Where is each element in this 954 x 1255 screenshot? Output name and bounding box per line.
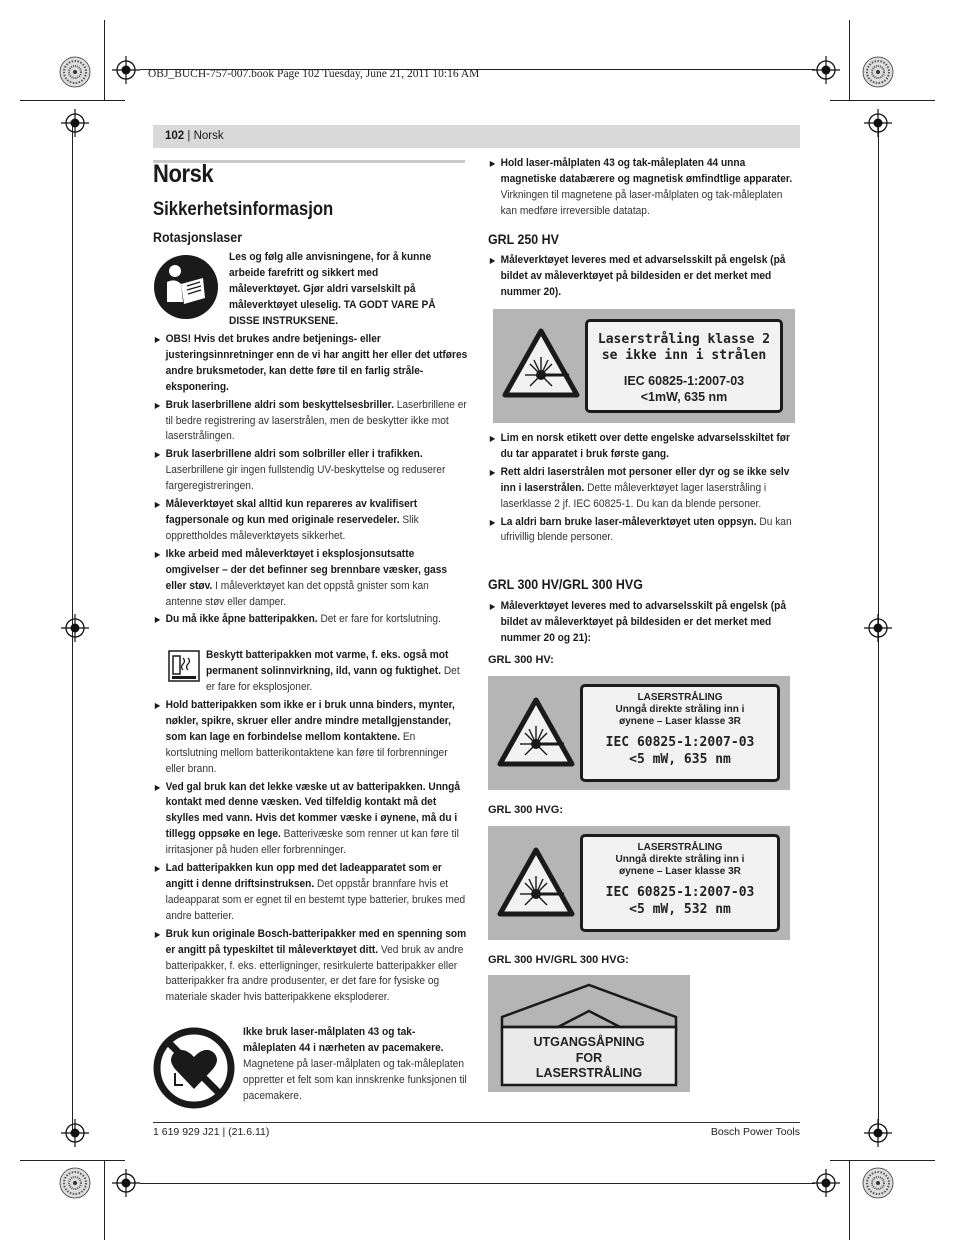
list-item: ▶ Lim en norsk etikett over dette engelske advarselsskiltet før du tar apparatet i bruk første gang. [488, 431, 799, 463]
label-line-5: <5 mW, 532 nm [629, 902, 731, 917]
page-number: 102 [165, 130, 185, 142]
header-separator: | [184, 130, 194, 142]
list-item: ▶ La aldri barn bruke laser-måleverktøyet uten oppsyn. Du kan ufrivillig blende personer. [488, 515, 799, 547]
laser-warning-icon [501, 327, 581, 399]
label-line-1: Laserstråling klasse 2 [597, 332, 771, 347]
list-item: ▶ Måleverktøyet leveres med to advarselsskilt på engelsk (på bildet av måleverktøyet på bildesiden er det merket med nummer 20 og 21): [488, 599, 799, 647]
list-item: ▶ Måleverktøyet leveres med et advarselsskilt på engelsk (på bildet av måleverktøyet på bildesiden er det merket med nummer 20). [488, 253, 799, 301]
page-title: Norsk [153, 160, 214, 188]
battery-heat-icon [168, 650, 200, 682]
list-item: ▶ Måleverktøyet skal alltid kun repareres av kvalifisert fagpersonale og kun med originale reservedeler. Slik opprettholdes måleverktøyets sikkerhet. [153, 497, 468, 545]
label-line-4: IEC 60825-1:2007-03 [605, 735, 755, 750]
list-item: ▶ Ved gal bruk kan det lekke væske ut av batteripakken. Unngå kontakt med denne væsken. Ved tilfeldig kontakt må det skylles med vann. Hvis det kommer væske i øynene, må du i tillegg oppsøke en lege. Batterivæske som renner ut kan føre til irritasjoner på huden eller forbrenninger. [153, 780, 468, 860]
label-text-box [580, 684, 780, 782]
list-item: ▶ Hold laser-målplaten 43 og tak-måleplaten 44 unna magnetiske databærere og magnetisk ømfindtlige apparater. Virkningen til magnetene på laser-målplaten og tak-måleplaten kan medføre irreversible datatap. [488, 156, 799, 220]
magnet-bullet [488, 156, 800, 222]
aperture-label [488, 975, 690, 1092]
caption-grl300hv: GRL 300 HV: [488, 654, 554, 666]
warning-label-grl300hv [488, 676, 790, 790]
right-bullets [488, 431, 800, 548]
page-header [165, 130, 224, 142]
read-notice-text: Les og følg alle anvisningene, for å kunne arbeide farefritt og sikkert med måleverktøyet. Gjør aldri varselskilt på måleverktøyet uleselig. TA GODT VARE PÅ DISSE INSTRUKSENE. [229, 251, 436, 327]
aperture-line-3: LASERSTRÅLING [535, 1066, 643, 1080]
grl250-bullet [488, 253, 800, 303]
footer-doc-number: 1 619 929 J21 | (21.6.11) [153, 1126, 270, 1138]
read-notice [229, 250, 469, 330]
warning-label-grl250 [493, 309, 795, 423]
list-item: ▶ Bruk laserbrillene aldri som beskyttelsesbriller. Laserbrillene er til bedre registrering av laserstrålen, men de beskytter ikke mot laserstrålingen. [153, 398, 468, 446]
label-line-3: IEC 60825-1:2007-03 [623, 374, 745, 388]
warning-label-grl300hvg [488, 826, 790, 940]
left-bullets [153, 332, 469, 630]
list-item: ▶ Bruk laserbrillene aldri som solbriller eller i trafikken. Laserbrillene gir ingen fullstendig UV-beskyttelse og reduserer fargeregistreringen. [153, 447, 468, 495]
label-line-3: øynene – Laser klasse 3R [619, 716, 741, 727]
rotation-laser-heading: Rotasjonslaser [153, 230, 243, 245]
aperture-text [502, 1035, 676, 1082]
footer-brand: Bosch Power Tools [710, 1126, 800, 1138]
file-meta: OBJ_BUCH-757-007.book Page 102 Tuesday, June 21, 2011 10:16 AM [148, 68, 480, 80]
laser-warning-icon [496, 696, 576, 768]
label-line-3: øynene – Laser klasse 3R [619, 866, 741, 877]
caption-grl300-both: GRL 300 HV/GRL 300 HVG: [488, 954, 629, 966]
aperture-line-2: FOR [575, 1050, 603, 1065]
list-item: ▶ Hold batteripakken som ikke er i bruk unna binders, mynter, nøkler, spikre, skruer eller andre mindre metallgjenstander, som kan lage en forbindelse mellom kontaktene. En kortslutning mellom batterikontaktene kan føre til forbrenninger eller brann. [153, 698, 468, 778]
label-line-2: Unngå direkte stråling inn i [615, 704, 745, 715]
label-line-1: LASERSTRÅLING [637, 842, 723, 853]
list-item: ▶ OBS! Hvis det brukes andre betjenings- eller justeringsinnretninger enn de vi har angitt her eller det utføres andre bruksmetoder, kan dette føre til en farlig stråle-eksponering. [153, 332, 468, 396]
list-item: ▶ Du må ikke åpne batteripakken. Det er fare for kortslutning. [153, 612, 468, 628]
label-line-2: se ikke inn i strålen [601, 348, 767, 363]
pacemaker-notice: Ikke bruk laser-målplaten 43 og tak-måleplaten 44 i nærheten av pacemakere. Magnetene på laser-målplaten og tak-måleplaten oppretter et felt som kan innskrenke funksjonen til pacemakere. [243, 1026, 467, 1102]
list-item: ▶ Lad batteripakken kun opp med det ladeapparatet som er angitt i denne driftsinstruksen. Det oppstår brannfare hvis et ladeapparat som er egnet til en bestemt type batterier, brukes med andre batterier. [153, 861, 468, 925]
caption-grl300hvg: GRL 300 HVG: [488, 804, 563, 816]
label-text-box [580, 834, 780, 932]
read-manual-icon [153, 254, 219, 320]
section-title: Sikkerhetsinformasjon [153, 199, 334, 220]
label-line-1: LASERSTRÅLING [637, 692, 723, 703]
list-item: ▶ Ikke arbeid med måleverktøyet i eksplosjonsutsatte omgivelser – der det befinner seg brennbare væsker, gass eller støv. I måleverktøyet kan det oppstå gnister som kan antenne støv eller damper. [153, 547, 468, 611]
header-section: Norsk [193, 130, 224, 142]
list-item: ▶ Bruk kun originale Bosch-batteripakker med en spenning som er angitt på typeskiltet til måleverktøyet ditt. Ved bruk av andre batteripakker, f. eks. etterligninger, resirkulerte batteripakker eller batteripakker fra andre produsenter, er det fare for fysiske og materiale skader hvis batteripakkene eksploderer. [153, 927, 468, 1007]
grl300-bullet [488, 599, 800, 649]
heat-notice: Beskytt batteripakken mot varme, f. eks. også mot permanent solinnvirkning, ild, vann og fuktighet. Det er fare for eksplosjoner. [206, 649, 460, 693]
label-text-box [585, 319, 783, 413]
grl250-heading: GRL 250 HV [488, 232, 559, 247]
page-header-bar [153, 125, 800, 148]
label-line-4: <1mW, 635 nm [640, 390, 728, 404]
no-pacemaker-icon [153, 1027, 235, 1109]
label-line-2: Unngå direkte stråling inn i [615, 854, 745, 865]
grl300-heading: GRL 300 HV/GRL 300 HVG [488, 577, 643, 592]
footer-rule [153, 1122, 800, 1123]
aperture-line-1: UTGANGSÅPNING [533, 1035, 645, 1049]
label-line-4: IEC 60825-1:2007-03 [605, 885, 755, 900]
list-item: ▶ Rett aldri laserstrålen mot personer eller dyr og se ikke selv inn i laserstrålen. Dette måleverktøyet lager laserstråling i laserklasse 2 jf. IEC 60825-1. Du kan da blende personer. [488, 465, 799, 513]
left-bullets-2 [153, 698, 469, 1008]
laser-warning-icon [496, 846, 576, 918]
label-line-5: <5 mW, 635 nm [629, 752, 731, 767]
